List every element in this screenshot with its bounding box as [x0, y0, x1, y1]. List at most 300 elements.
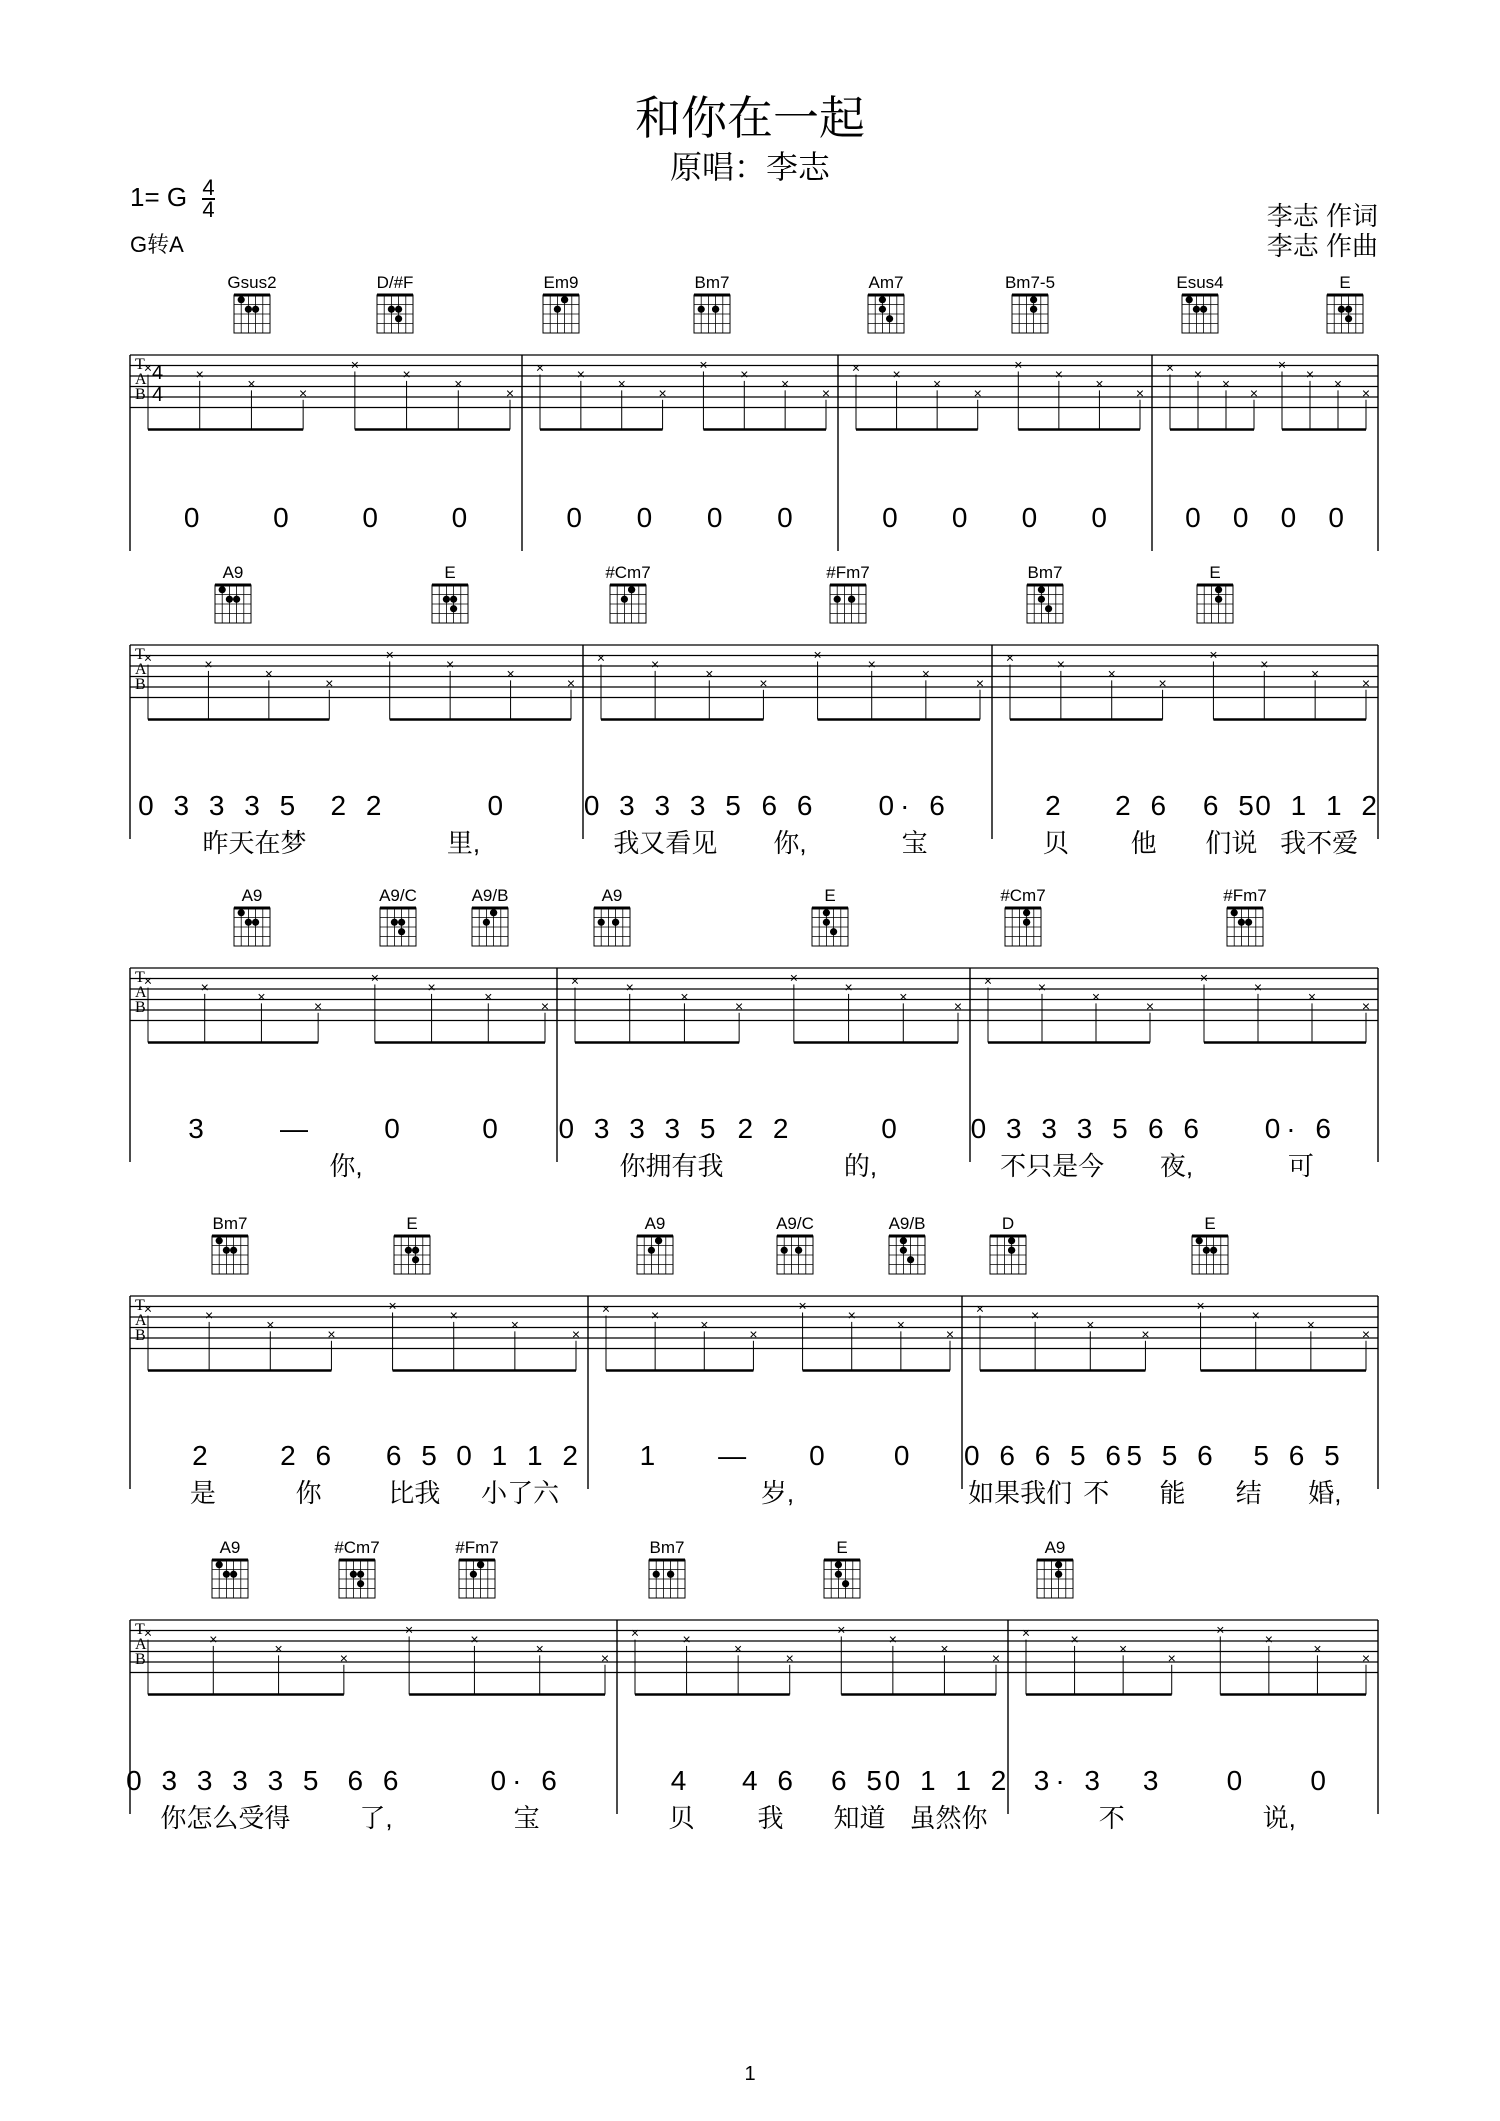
original-singer: 原唱：李志 — [669, 149, 830, 185]
strum-mark: × — [1264, 1630, 1273, 1647]
strum-mark: × — [143, 1624, 153, 1641]
notation-group: 0 — [362, 502, 384, 533]
tab-clef-letter: B — [135, 676, 146, 693]
tab-clef-letter: T — [135, 356, 145, 373]
chord-finger-dot — [357, 1580, 364, 1587]
chord-finger-dot — [621, 596, 628, 603]
strum-mark: × — [658, 384, 667, 401]
lyric-word: 你怎么受得 — [160, 1803, 291, 1833]
tab-clef-letter: T — [135, 969, 145, 986]
strum-mark: × — [449, 1306, 458, 1323]
chord-diagram — [1192, 1214, 1228, 1274]
chord-finger-dot — [483, 919, 490, 926]
strum-mark: × — [350, 356, 359, 373]
lyric-word: 夜, — [1159, 1151, 1194, 1181]
strum-mark: × — [266, 1316, 275, 1333]
notation-group: 2 6 — [1115, 790, 1173, 821]
strum-mark: × — [1005, 649, 1015, 666]
system-3 — [130, 886, 1378, 1181]
tab-time-signature: 4 — [152, 362, 164, 384]
strum-mark: × — [617, 375, 626, 392]
tab-clef-letter: T — [135, 1297, 145, 1314]
chord-finger-dot — [1345, 315, 1352, 322]
chord-finger-dot — [398, 928, 405, 935]
strum-mark: × — [892, 365, 901, 382]
page-number: 1 — [744, 2063, 756, 2085]
strum-mark: × — [506, 665, 515, 682]
chord-name: E — [824, 886, 836, 905]
notation-group: 0 — [809, 1440, 831, 1471]
strum-mark: × — [505, 384, 515, 401]
chord-diagram — [694, 273, 730, 333]
tab-clef-letter: B — [135, 999, 146, 1016]
strum-mark: × — [1031, 1306, 1040, 1323]
notation-group: 0 — [893, 1440, 916, 1471]
chord-name: #Fm7 — [1223, 886, 1267, 905]
tab-clef-letter: A — [135, 1636, 147, 1653]
tab-clef-letter: A — [135, 984, 147, 1001]
notation-group: 0 — [1280, 502, 1303, 533]
strum-mark: × — [264, 665, 273, 682]
strum-mark: × — [1021, 1624, 1031, 1641]
strum-mark: × — [1313, 1640, 1322, 1657]
tab-clef-letter: T — [135, 1621, 145, 1638]
chord-name: A9 — [644, 1214, 666, 1233]
strum-mark: × — [973, 384, 982, 401]
strum-mark: × — [651, 655, 660, 672]
strum-mark: × — [1091, 988, 1101, 1005]
strum-mark: × — [867, 655, 876, 672]
lyric-word: 虽然你 — [909, 1803, 988, 1833]
strum-mark: × — [1251, 1306, 1260, 1323]
strum-mark: × — [789, 969, 798, 986]
strum-mark: × — [1361, 1649, 1371, 1666]
strum-mark: × — [781, 375, 790, 392]
lyric-word: 知道 — [833, 1803, 886, 1833]
notation-group: 0 — [951, 502, 974, 533]
chord-diagram — [334, 1538, 379, 1598]
lyric-word: 不 — [1083, 1478, 1110, 1508]
lyric-word: 我又看见 — [613, 828, 718, 858]
composer-credit: 李志 作曲 — [1266, 231, 1378, 261]
lyric-word: 不 — [1098, 1803, 1125, 1833]
chord-finger-dot — [395, 306, 402, 313]
chord-finger-dot — [1186, 296, 1193, 303]
time-sig-bottom: 4 — [202, 197, 215, 222]
system-4 — [130, 1214, 1378, 1508]
chord-finger-dot — [823, 919, 830, 926]
chord-finger-dot — [781, 1247, 788, 1254]
lyricist-credit: 李志 作词 — [1266, 201, 1378, 231]
chord-diagram — [543, 273, 579, 333]
strum-mark: × — [402, 365, 411, 382]
strum-mark: × — [847, 1306, 856, 1323]
chord-finger-dot — [835, 1561, 842, 1568]
strum-mark: × — [1260, 655, 1269, 672]
chord-finger-dot — [1345, 306, 1352, 313]
chord-finger-dot — [830, 928, 837, 935]
notation-group: 0 — [1226, 1765, 1249, 1796]
strum-mark: × — [734, 1640, 743, 1657]
chord-diagram — [377, 273, 414, 333]
chord-finger-dot — [238, 909, 245, 916]
strum-mark: × — [327, 1325, 336, 1342]
strum-mark: × — [759, 674, 768, 691]
chord-name: #Fm7 — [826, 563, 870, 582]
chord-finger-dot — [450, 605, 457, 612]
chord-finger-dot — [1338, 306, 1345, 313]
strum-mark: × — [204, 655, 213, 672]
strum-mark: × — [540, 997, 550, 1014]
chord-finger-dot — [388, 306, 395, 313]
strum-mark: × — [1193, 365, 1203, 382]
chord-name: E — [836, 1538, 848, 1557]
notation-group: 0 — [777, 502, 799, 533]
chord-finger-dot — [216, 1237, 223, 1244]
chord-name: E — [1209, 563, 1221, 582]
notation-group: — — [280, 1113, 314, 1144]
strum-mark: × — [630, 1624, 640, 1641]
strum-mark: × — [991, 1649, 1001, 1666]
chord-diagram — [227, 273, 276, 333]
chord-diagram — [455, 1538, 498, 1598]
chord-finger-dot — [412, 1256, 419, 1263]
notation-group: 6 6 — [1148, 1113, 1205, 1144]
notation-group: 3 — [1142, 1765, 1165, 1796]
chord-diagram — [472, 886, 509, 946]
strum-mark: × — [899, 988, 908, 1005]
lyric-word: 可 — [1287, 1151, 1314, 1181]
strum-mark: × — [535, 1640, 544, 1657]
notation-group: 0 — [482, 1113, 504, 1144]
strum-mark: × — [388, 1297, 397, 1314]
tab-clef-letter: B — [135, 1651, 146, 1668]
chord-finger-dot — [667, 1571, 674, 1578]
chord-finger-dot — [1023, 919, 1030, 926]
strum-mark: × — [740, 365, 749, 382]
tab-clef-letter: T — [135, 646, 145, 663]
notation-group: 2 6 — [280, 1440, 338, 1471]
system-5 — [126, 1538, 1378, 1833]
notation-group: 5 6 5 — [1253, 1440, 1346, 1471]
strum-mark: × — [385, 646, 394, 663]
chord-finger-dot — [1045, 605, 1052, 612]
chord-finger-dot — [907, 1256, 914, 1263]
lyric-word: 不只是今 — [1000, 1151, 1105, 1181]
chord-name: D — [1001, 1214, 1015, 1233]
chord-name: Bm7 — [212, 1214, 248, 1233]
chord-diagram — [649, 1538, 685, 1598]
notation-group: 0 — [384, 1113, 406, 1144]
strum-mark: × — [446, 655, 455, 672]
notation-group: 2 2 — [330, 790, 388, 821]
chord-name: E — [1339, 273, 1351, 292]
strum-mark: × — [682, 1630, 691, 1647]
chord-finger-dot — [412, 1247, 419, 1254]
chord-name: E — [1204, 1214, 1216, 1233]
chord-finger-dot — [477, 1561, 484, 1568]
strum-mark: × — [625, 978, 634, 995]
time-sig-top: 4 — [202, 175, 215, 200]
strum-mark: × — [299, 384, 308, 401]
notation-group: 0 — [881, 1113, 903, 1144]
lyric-word: 说, — [1262, 1803, 1296, 1833]
chord-name: Bm7 — [649, 1538, 685, 1557]
strum-mark: × — [1196, 1297, 1205, 1314]
lyric-word: 能 — [1159, 1478, 1186, 1508]
strum-mark: × — [257, 988, 266, 1005]
strum-mark: × — [1306, 1316, 1315, 1333]
chord-finger-dot — [1215, 596, 1222, 603]
chord-finger-dot — [223, 1247, 230, 1254]
strum-mark: × — [1199, 969, 1209, 986]
chord-diagram — [990, 1214, 1026, 1274]
strum-mark: × — [1221, 375, 1231, 392]
notation-group: 0 — [273, 502, 295, 533]
chord-diagram — [594, 886, 630, 946]
chord-finger-dot — [842, 1580, 849, 1587]
notation-group: 6 5 — [831, 1765, 888, 1796]
chord-finger-dot — [395, 315, 402, 322]
strum-mark: × — [700, 1316, 709, 1333]
lyric-word: 贝 — [668, 1803, 695, 1833]
tab-clef-letter: A — [135, 371, 147, 388]
chord-finger-dot — [1215, 586, 1222, 593]
notation-group: 0 1 1 2 — [884, 1765, 1013, 1796]
lyric-word: 比我 — [388, 1478, 441, 1508]
strum-mark: × — [1361, 674, 1371, 691]
strum-mark: × — [1145, 997, 1155, 1014]
strum-mark: × — [975, 674, 985, 691]
notation-group: 0 — [636, 502, 659, 533]
strum-mark: × — [600, 1649, 610, 1666]
strum-mark: × — [570, 972, 580, 989]
chord-finger-dot — [712, 306, 719, 313]
strum-mark: × — [1086, 1316, 1095, 1333]
chord-finger-dot — [879, 306, 886, 313]
chord-diagram — [1223, 886, 1266, 946]
chord-finger-dot — [1055, 1561, 1062, 1568]
notation-group: 0 3 3 3 5 — [558, 1113, 722, 1144]
chord-finger-dot — [835, 1571, 842, 1578]
strum-mark: × — [705, 665, 714, 682]
chord-finger-dot — [1008, 1247, 1015, 1254]
chord-name: A9/C — [379, 886, 417, 905]
notation-group: 2 — [192, 1440, 214, 1471]
chord-finger-dot — [443, 596, 450, 603]
strum-mark: × — [1054, 365, 1063, 382]
lyric-word: 结 — [1235, 1478, 1262, 1508]
lyric-word: 你, — [329, 1151, 363, 1181]
notation-group: 0· 6 — [490, 1765, 563, 1796]
strum-mark: × — [749, 1325, 758, 1342]
strum-mark: × — [1277, 356, 1287, 373]
strum-mark: × — [143, 359, 153, 376]
chord-diagram — [234, 886, 270, 946]
notation-group: 0 — [566, 502, 588, 533]
strum-mark: × — [274, 1640, 283, 1657]
chord-diagram — [1000, 886, 1045, 946]
strum-mark: × — [143, 1300, 153, 1317]
chord-name: Esus4 — [1176, 273, 1224, 292]
chord-finger-dot — [1008, 1237, 1015, 1244]
lyric-word: 他 — [1130, 828, 1157, 858]
chord-diagram — [212, 1214, 248, 1274]
notation-group: 0 — [1232, 502, 1255, 533]
chord-finger-dot — [1193, 306, 1200, 313]
strum-mark: × — [837, 1621, 846, 1638]
notation-group: 0 — [183, 502, 206, 533]
notation-group: 0 3 3 3 5 — [583, 790, 747, 821]
chord-finger-dot — [405, 1247, 412, 1254]
strum-mark: × — [314, 997, 323, 1014]
strum-mark: × — [566, 674, 576, 691]
lyric-word: 我不爱 — [1280, 828, 1359, 858]
notation-group: 6 6 — [347, 1765, 405, 1796]
notation-group: 6 5 — [1202, 790, 1260, 821]
chord-finger-dot — [216, 1561, 223, 1568]
chord-finger-dot — [450, 596, 457, 603]
notation-group: 6 6 — [761, 790, 819, 821]
notation-group: 1 — [639, 1440, 662, 1471]
notation-group: 0 3 3 3 3 5 — [126, 1765, 325, 1796]
strum-mark: × — [339, 1649, 348, 1666]
chord-diagram — [1037, 1538, 1073, 1598]
chord-diagram — [1027, 563, 1063, 623]
strum-mark: × — [143, 972, 153, 989]
notation-group: 5 5 6 — [1126, 1440, 1219, 1471]
lyric-word: 婚, — [1308, 1478, 1342, 1508]
chord-name: Am7 — [868, 273, 904, 292]
strum-mark: × — [1095, 375, 1104, 392]
chord-diagram — [889, 1214, 926, 1274]
chord-name: A9 — [1044, 1538, 1066, 1557]
strum-mark: × — [844, 978, 853, 995]
strum-mark: × — [1070, 1630, 1079, 1647]
chord-finger-dot — [1038, 586, 1045, 593]
strum-mark: × — [651, 1306, 660, 1323]
notation-group: 0 — [451, 502, 474, 533]
tab-clef-letter: A — [135, 1312, 147, 1329]
chord-finger-dot — [223, 1571, 230, 1578]
chord-finger-dot — [886, 315, 893, 322]
notation-group: 0 — [1091, 502, 1113, 533]
chord-name: #Cm7 — [334, 1538, 380, 1557]
chord-name: A9 — [601, 886, 623, 905]
strum-mark: × — [699, 356, 708, 373]
chord-finger-dot — [698, 306, 705, 313]
chord-diagram — [1327, 273, 1363, 333]
notation-group: 0 — [487, 790, 510, 821]
strum-mark: × — [1167, 1649, 1176, 1666]
notation-group: 0 — [1021, 502, 1044, 533]
strum-mark: × — [1249, 384, 1259, 401]
strum-mark: × — [1158, 674, 1167, 691]
strum-mark: × — [1056, 655, 1065, 672]
chord-finger-dot — [230, 1247, 237, 1254]
chord-finger-dot — [628, 586, 635, 593]
strum-mark: × — [785, 1649, 794, 1666]
chord-name: A9/C — [776, 1214, 814, 1233]
chord-finger-dot — [1238, 919, 1245, 926]
lyric-word: 小了六 — [481, 1478, 560, 1508]
strum-mark: × — [1165, 359, 1175, 376]
notation-group: 0· 6 — [1264, 1113, 1337, 1144]
strum-mark: × — [680, 988, 689, 1005]
lyric-word: 宝 — [901, 828, 928, 858]
chord-diagram — [1005, 273, 1055, 333]
strum-mark: × — [571, 1325, 581, 1342]
strum-mark: × — [405, 1621, 414, 1638]
strum-mark: × — [953, 997, 963, 1014]
chord-finger-dot — [795, 1247, 802, 1254]
chord-finger-dot — [848, 596, 855, 603]
notation-group: 0 6 6 5 6 — [964, 1440, 1127, 1471]
lyric-word: 你 — [295, 1478, 322, 1508]
chord-finger-dot — [1200, 306, 1207, 313]
strum-mark: × — [454, 375, 463, 392]
strum-mark: × — [596, 649, 606, 666]
strum-mark: × — [200, 978, 209, 995]
chord-diagram — [1176, 273, 1223, 333]
tab-clef-letter: A — [135, 661, 147, 678]
system-2 — [130, 563, 1383, 858]
strum-mark: × — [601, 1300, 611, 1317]
strum-mark: × — [1014, 356, 1023, 373]
strum-mark: × — [1135, 384, 1145, 401]
tab-time-signature: 4 — [152, 384, 164, 406]
chord-finger-dot — [238, 296, 245, 303]
strum-mark: × — [1361, 384, 1371, 401]
notation-group: 0 1 1 2 — [1255, 790, 1383, 821]
strum-mark: × — [813, 646, 822, 663]
notation-group: 3· 3 — [1033, 1765, 1106, 1796]
chord-finger-dot — [219, 586, 226, 593]
strum-mark: × — [1307, 988, 1317, 1005]
chord-name: A9 — [241, 886, 263, 905]
strum-mark: × — [1361, 997, 1371, 1014]
modulation-note: G转A — [130, 232, 184, 257]
chord-finger-dot — [879, 296, 886, 303]
strum-mark: × — [933, 375, 942, 392]
lyric-word: 宝 — [513, 1803, 540, 1833]
chord-diagram — [605, 563, 650, 623]
strum-mark: × — [1107, 665, 1116, 682]
notation-group: 0 3 3 3 5 — [138, 790, 302, 821]
notation-group: 6 5 — [385, 1440, 443, 1471]
chord-name: E — [406, 1214, 418, 1233]
chord-finger-dot — [834, 596, 841, 603]
strum-mark: × — [143, 649, 153, 666]
strum-mark: × — [325, 674, 334, 691]
chord-name: Em9 — [543, 273, 579, 292]
chord-finger-dot — [470, 1571, 477, 1578]
chord-diagram — [212, 1538, 248, 1598]
lyric-word: 岁, — [760, 1478, 795, 1508]
chord-diagram — [826, 563, 869, 623]
lyric-word: 们说 — [1205, 828, 1258, 858]
chord-finger-dot — [1030, 296, 1037, 303]
chord-finger-dot — [1196, 1237, 1203, 1244]
strum-mark: × — [576, 365, 585, 382]
chord-finger-dot — [648, 1247, 655, 1254]
lyric-word: 的, — [843, 1151, 878, 1181]
chord-name: #Cm7 — [1000, 886, 1046, 905]
notation-group: 0 — [1328, 502, 1350, 533]
chord-finger-dot — [1055, 1571, 1062, 1578]
chord-diagram — [868, 273, 904, 333]
notation-group: 0 — [1310, 1765, 1332, 1796]
